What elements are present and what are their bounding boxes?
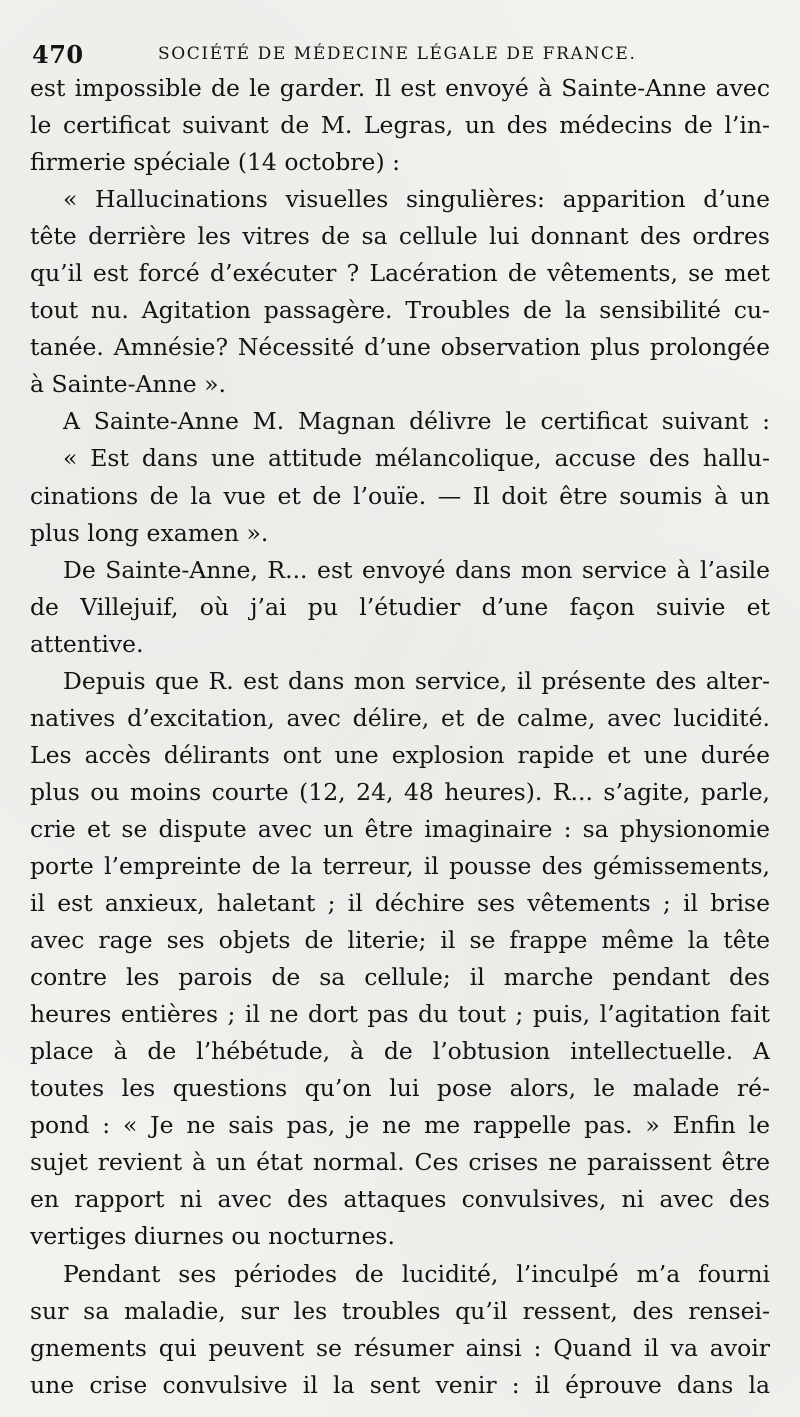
body-text [30, 70, 770, 1404]
text-line: vertiges diurnes ou nocturnes. [30, 1222, 395, 1251]
text-line: une crise convulsive il la sent venir : il éprouve dans la [30, 1370, 770, 1399]
text-line: sujet revient à un état normal. Ces crises ne paraissent être [30, 1148, 770, 1177]
text-line: porte l’empreinte de la terreur, il pousse des gémissements, [30, 851, 770, 880]
text-line: attentive. [30, 629, 144, 658]
text-line: est impossible de le garder. Il est envoyé à Sainte-Anne avec [30, 74, 770, 102]
text-line: sur sa maladie, sur les troubles qu’il ressent, des rensei- [30, 1296, 770, 1325]
text-line: pond : « Je ne sais pas, je ne me rappelle pas. » Enfin le [30, 1111, 770, 1140]
text-line: firmerie spéciale (14 octobre) : [30, 148, 400, 177]
text-line: « Hallucinations visuelles singulières: apparition d’une [63, 185, 770, 214]
text-line: crie et se dispute avec un être imaginaire : sa physionomie [30, 814, 770, 843]
text-line: contre les parois de sa cellule; il marche pendant des [30, 963, 770, 992]
text-line: natives d’excitation, avec délire, et de calme, avec lucidité. [30, 703, 770, 732]
text-line: De Sainte-Anne, R... est envoyé dans mon service à l’asile [63, 555, 770, 584]
page-number: 470 [32, 40, 84, 69]
text-line: Pendant ses périodes de lucidité, l’inculpé m’a fourni [63, 1259, 770, 1288]
text-line: de Villejuif, où j’ai pu l’étudier d’une façon suivie et [30, 592, 770, 621]
text-line: cinations de la vue et de l’ouïe. — Il doit être soumis à un [30, 481, 770, 510]
page-header [30, 40, 770, 70]
text-line: plus ou moins courte (12, 24, 48 heures). R... s’agite, parle, [30, 777, 770, 806]
text-line: tout nu. Agitation passagère. Troubles de la sensibilité cu- [30, 296, 770, 325]
text-line: plus long examen ». [30, 518, 269, 547]
text-line: avec rage ses objets de literie; il se frappe même la tête [30, 926, 770, 955]
text-line: qu’il est forcé d’exécuter ? Lacération de vêtements, se met [30, 259, 770, 288]
text-line: place à de l’hébétude, à de l’obtusion intellectuelle. A [30, 1037, 770, 1066]
text-line: tête derrière les vitres de sa cellule lui donnant des ordres [30, 222, 770, 251]
text-line: heures entières ; il ne dort pas du tout ; puis, l’agitation fait [30, 1000, 770, 1029]
text-line: à Sainte-Anne ». [30, 370, 226, 399]
text-line: Depuis que R. est dans mon service, il présente des alter- [63, 666, 770, 695]
text-line: il est anxieux, haletant ; il déchire ses vêtements ; il brise [30, 889, 770, 918]
text-line: « Est dans une attitude mélancolique, accuse des hallu- [63, 444, 770, 473]
text-line: le certificat suivant de M. Legras, un des médecins de l’in- [30, 111, 770, 140]
text-line: gnements qui peuvent se résumer ainsi : Quand il va avoir [30, 1333, 770, 1362]
text-line: tanée. Amnésie? Nécessité d’une observation plus prolongée [30, 333, 770, 362]
running-head: SOCIÉTÉ DE MÉDECINE LÉGALE DE FRANCE. [158, 44, 637, 64]
text-line: en rapport ni avec des attaques convulsives, ni avec des [30, 1185, 770, 1214]
text-line: Les accès délirants ont une explosion rapide et une durée [30, 740, 770, 769]
text-line: toutes les questions qu’on lui pose alors, le malade ré- [30, 1074, 770, 1103]
text-line: A Sainte-Anne M. Magnan délivre le certificat suivant : [63, 407, 770, 436]
